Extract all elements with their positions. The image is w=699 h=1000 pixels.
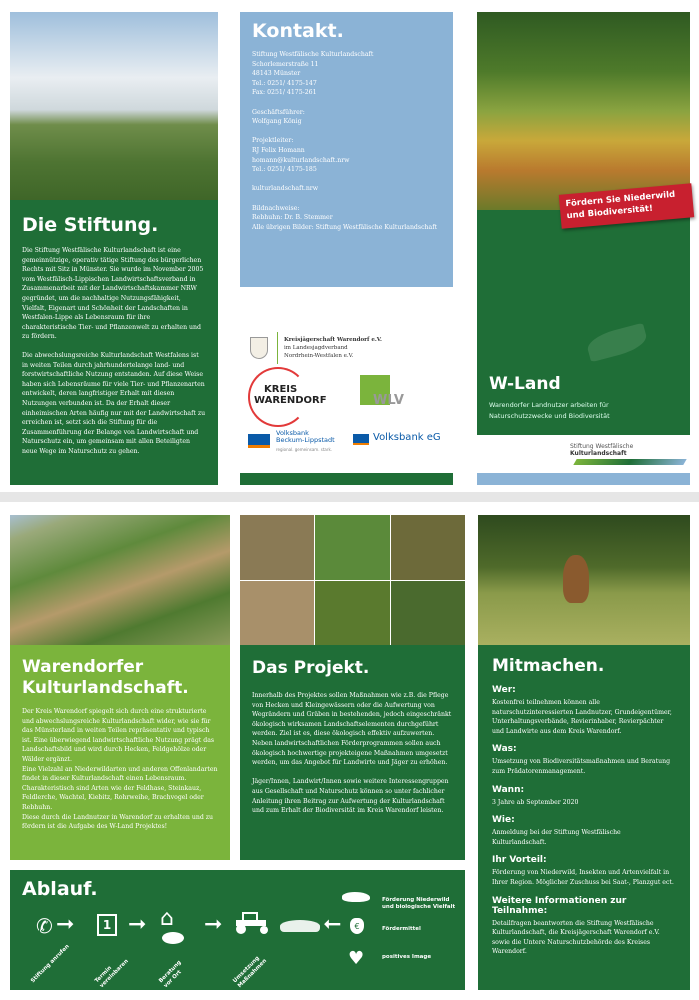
step-label-appointment: Termin vereinbaren <box>94 958 130 990</box>
logo-line-1: Stiftung Westfälische <box>570 443 634 450</box>
kontakt-line <box>252 98 441 108</box>
volksbank-icon <box>248 434 270 448</box>
vb1-name: Volksbank <box>276 429 309 437</box>
kontakt-line: Alle übrigen Bilder: Stiftung Westfälische Kulturlandschaft <box>252 223 437 231</box>
species-photo-grid <box>240 515 465 645</box>
kontakt-line: Tel.: 0251/ 4175-147 <box>252 79 317 87</box>
cover-panel <box>477 210 690 435</box>
mitmachen-text: Förderung von Niederwild, Insekten und Artenvielfalt in Ihrer Region. Möglicher Zuschuss bei Saat-, Planzgut ect. <box>492 869 674 886</box>
cover-title: W-Land <box>489 374 561 394</box>
kontakt-line: kulturlandschaft.nrw <box>252 185 319 193</box>
kontakt-line: Fax: 0251/ 4175-261 <box>252 89 317 97</box>
bunting-photo <box>391 515 465 580</box>
arrow-right-icon: ➞ <box>56 912 75 937</box>
bird-icon <box>585 323 649 363</box>
kontakt-line <box>252 194 441 204</box>
partridge-photo <box>391 581 465 646</box>
warendorf-panel <box>10 645 230 860</box>
kreis-text-1: KREIS <box>264 384 298 395</box>
kontakt-line: Projektleiter: <box>252 137 294 145</box>
kontakt-panel <box>240 12 453 287</box>
kontakt-line: Bildnachweise: <box>252 204 300 212</box>
kjs-line2: im Landesjagdverband <box>284 345 348 351</box>
mitmachen-text: 3 Jahre ab September 2020 <box>492 798 579 806</box>
projekt-text: Innerhalb des Projektes sollen Maßnahmen wie z.B. die Pflege von Hecken und Kleingewässern oder die Aufwertung von Wegrändern und Gräben in bestehenden, jedoch eingeschränkt ökologisch wirksamen Landschaftselementen durchgeführt werden. Ziel ist es, diese ökologisch effektiv aufzuwerten. Neben landwirtschaftlichen Förderprogrammen sollen auch ökologisch hochwertige projekteigene Maßnahmen umgesetzt werden, um das Angebot für Landwirte und Jäger zu erhöhen. Jäger/Innen, Landwirt/Innen sowie weitere Interessengruppen aus Gesellschaft und Naturschutz können so unter fachlicher Anleitung ihren Beitrag zur Aufwertung der Kulturlandschaft und zum Erhalt der Biodiversität im Kreis Warendorf leisten. <box>252 692 452 815</box>
mitmachen-heading: Ihr Vorteil: <box>492 855 547 866</box>
benefit-niederwild: Förderung Niederwild und biologische Vielfalt <box>382 897 456 910</box>
mitmachen-text: Kostenfrei teilnehmen können alle naturschutzinteressierten Landnutzer, Grundeigentümer, Unterhaltungsverbände, Revierinhaber, Revierpächter und Landwirte aus dem Kreis Warendorf. <box>492 699 672 735</box>
promo-banner: Fördern Sie Niederwild und Biodiversität! <box>559 183 694 228</box>
kreis-text-2: WARENDORF <box>254 395 327 406</box>
heart-icon: ♥ <box>348 948 365 969</box>
projekt-panel <box>240 645 465 860</box>
speech-bubbles-icon <box>162 932 184 944</box>
kontakt-line: homann@kulturlandschaft.nrw <box>252 156 350 164</box>
mitmachen-heading: Was: <box>492 744 517 755</box>
house-consult-icon: ⌂ <box>160 906 174 931</box>
arrow-left-icon: ➞ <box>323 912 342 937</box>
kontakt-line: RJ Felix Homann <box>252 146 305 154</box>
step-label-call: Stiftung anrufen <box>30 943 71 985</box>
mitmachen-heading: Wer: <box>492 685 516 695</box>
mitmachen-text: Detailfragen beantworten die Stiftung Westfälische Kulturlandschaft, die Kreisjägerschaft Warendorf e.V. sowie die Untere Naturschutzbehörde des Kreises Warendorf. <box>492 919 660 956</box>
stiftung-title: Die Stiftung. <box>22 214 159 236</box>
benefit-foerdermittel: Fördermittel <box>382 926 421 932</box>
benefit-image: positives Image <box>382 954 432 960</box>
kjs-name: Kreisjägerschaft Warendorf e.V. <box>284 337 382 343</box>
mitmachen-heading: Wann: <box>492 784 525 795</box>
hare-icon <box>342 892 370 902</box>
kjs-line3: Nordrhein-Westfalen e.V. <box>284 353 354 359</box>
mitmachen-heading: Weitere Informationen zur Teilnahme: <box>492 895 627 916</box>
kontakt-line: 48143 Münster <box>252 70 301 78</box>
step-label-implementation: Umsetzung Maßnahmen <box>232 955 269 990</box>
kjs-crest-icon <box>250 337 268 359</box>
volksbank-eg-icon <box>353 434 369 445</box>
vb1-name2: Beckum-Lippstadt <box>276 436 335 444</box>
mitmachen-heading: Wie: <box>492 815 515 826</box>
mitmachen-panel <box>478 645 690 990</box>
step-label-consultation: Beratung vor Ort <box>158 959 183 990</box>
flower-meadow-photo <box>477 12 690 210</box>
panel2-footer-bar <box>240 473 453 485</box>
kontakt-line: Schorlemerstraße 11 <box>252 60 319 68</box>
calendar-icon: 1 <box>97 914 117 936</box>
phone-icon: ✆ <box>36 914 53 938</box>
arrow-right-icon: ➞ <box>204 912 223 937</box>
arrow-right-icon: ➞ <box>128 912 147 937</box>
mitmachen-text: Umsetzung von Biodiversitätsmaßnahmen und Beratung zum Prädatorenmanagement. <box>492 758 671 775</box>
cover-subtitle-1: Warendorfer Landnutzer arbeiten für <box>489 401 609 409</box>
aerial-fields-photo <box>10 515 230 645</box>
wlv-text: WLV <box>373 393 404 408</box>
landscape-photo <box>10 12 218 200</box>
panel3-footer-bar <box>477 473 690 485</box>
tractor-icon <box>236 912 270 932</box>
warendorf-text: Der Kreis Warendorf spiegelt sich durch eine strukturierte und abwechslungsreiche Kulturlandschaft wider, wie sie für das Münsterland in weiten Teilen repräsentativ und typisch ist. Eine überwiegend landwirtschaftliche Nutzung prägt das Landschaftsbild und wird durch Hecken, Feldgehölze oder Wälder ergänzt. Eine Vielzahl an Niederwildarten und anderen Offenlandarten findet in dieser Kulturlandschaft einen Lebensraum. Charakteristisch sind Arten wie der Feldhase, Steinkauz, Feldlerche, Wachtel, Kiebitz, Rohrweihe, Brachvogel oder Rebhuhn. Diese durch die Landnutzer in Warendorf zu erhalten und zu fördern ist die Aufgabe des W-Land Projektes! <box>22 708 218 831</box>
partner-logos <box>240 287 453 473</box>
stiftung-text-2: Die abwechslungsreiche Kulturlandschaft Westfalens ist in weiten Teilen durch jahrhundertelange land- und forstwirtschaftliche Nutzung entstanden. Auf diese Weise haben sich Lebensräume für viele Tier- und Pflanzenarten entwickelt, deren langfristiger Erhalt mit diesen Nutzungen verbunden ist. Da der Erhalt dieser einheimischen Arten häufig nur mit der Landwirtschaft zu erreichen ist, setzt sich die Stiftung für die Zusammenführung der Belange von Landwirtschaft und Naturschutz ein, um gemeinsam mit allen Beteiligten neue Wege im Naturschutz zu gehen. <box>22 351 206 455</box>
yellow-wagtail-photo <box>315 515 389 580</box>
kontakt-line: Stiftung Westfälische Kulturlandschaft <box>252 51 374 58</box>
ablauf-panel <box>10 870 465 990</box>
kontakt-line <box>252 127 441 137</box>
projekt-title: Das Projekt. <box>252 658 370 678</box>
ablauf-title: Ablauf. <box>22 878 98 900</box>
stiftung-logo <box>570 443 633 457</box>
kontakt-line: Rebhuhn: Dr. B. Stemmer <box>252 214 333 222</box>
logo-swoosh <box>573 459 686 465</box>
hare-photo <box>315 581 389 646</box>
mitmachen-title: Mitmachen. <box>492 656 605 676</box>
kontakt-line <box>252 175 441 185</box>
page-fold <box>0 492 699 502</box>
stiftung-text-1: Die Stiftung Westfälische Kulturlandschaft ist eine gemeinnützige, operativ tätige Stiftung des bürgerlichen Rechts mit Sitz in Münster. Sie wurde im November 2005 vom Westfälisch-Lippischen Landwirtschaftsverband in Zusammenarbeit mit der Landwirtschaftskammer NRW gegründet, um die nachhaltige Nutzungsfähigkeit, Vielfalt, Eigenart und Schönheit der Landschaften in Westfalen-Lippe als Lebensraum für ihre charakteristische Tier- und Pflanzenwelt zu erhalten und zu fördern. <box>22 247 204 341</box>
hare-figure <box>563 555 589 603</box>
meadow-plants-icon <box>280 920 320 932</box>
kontakt-line: Tel.: 0251/ 4175-185 <box>252 166 317 174</box>
kontakt-line: Geschäftsführer: <box>252 108 305 116</box>
kontakt-line: Wolfgang König <box>252 118 302 126</box>
money-bag-icon: € <box>350 918 364 934</box>
lark-photo <box>240 581 314 646</box>
kontakt-title: Kontakt. <box>252 20 344 42</box>
vb1-slogan: regional. gemeinsam. stark. <box>276 447 333 452</box>
logo-line-2: Kulturlandschaft <box>570 450 627 457</box>
warendorf-title: Warendorfer Kulturlandschaft. <box>22 657 189 698</box>
hare-field-photo <box>478 515 690 645</box>
cover-subtitle-2: Naturschutzzwecke und Biodiversität <box>489 412 610 420</box>
vb2-name: Volksbank eG <box>373 432 441 443</box>
mitmachen-text: Anmeldung bei der Stiftung Westfälische Kulturlandschaft. <box>492 829 621 846</box>
stiftung-panel <box>10 200 218 485</box>
lapwing-photo <box>240 515 314 580</box>
